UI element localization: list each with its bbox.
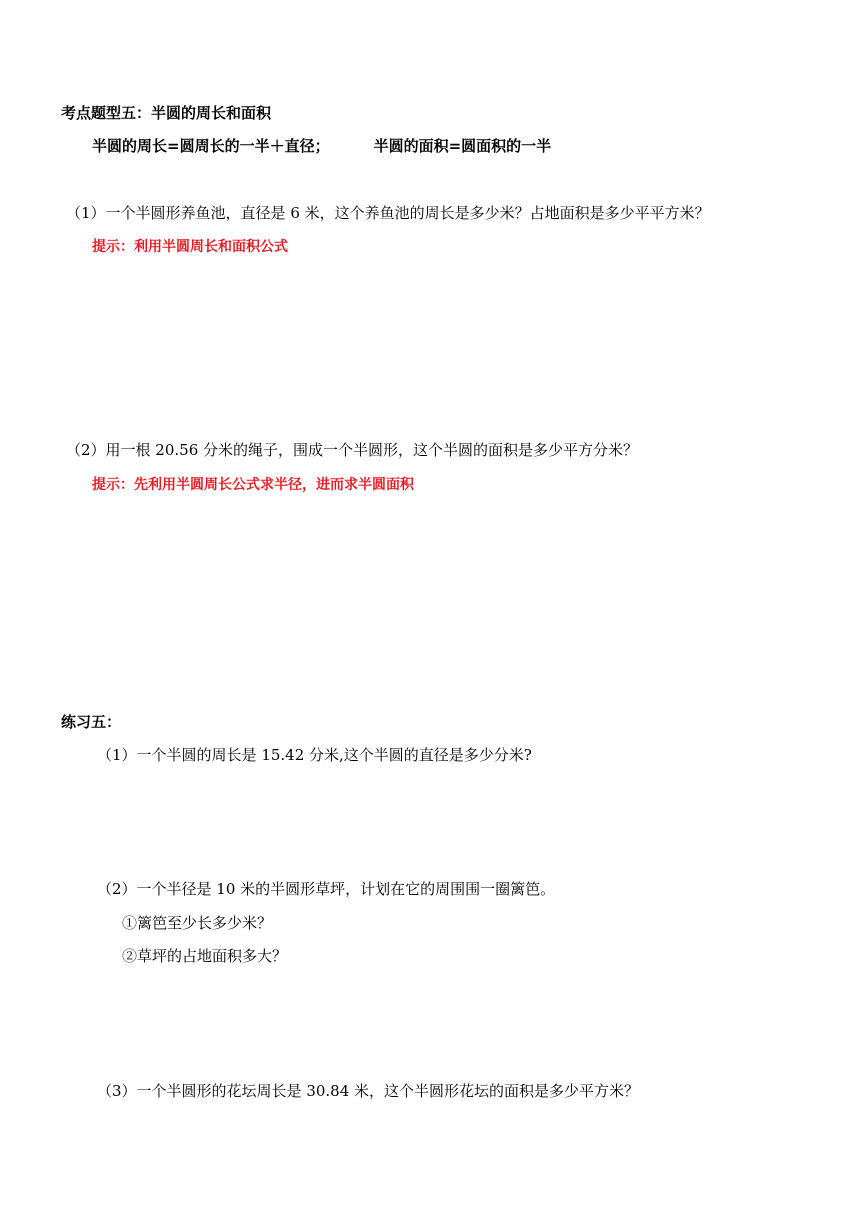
practice-title: 练习五：: [61, 713, 122, 731]
section-title: 考点题型五：半圆的周长和面积: [61, 104, 272, 122]
practice-question-2-sub-2: ②草坪的占地面积多大？: [122, 947, 288, 965]
formula-line: [92, 136, 551, 156]
example-1-question: （1）一个半圆形养鱼池，直径是 6 米，这个养鱼池的周长是多少米？占地面积是多少平平方米？: [66, 204, 710, 222]
practice-question-3: （3）一个半圆形的花坛周长是 30.84 米，这个半圆形花坛的面积是多少平方米？: [97, 1082, 640, 1100]
practice-question-1: （1）一个半圆的周长是 15.42 分米,这个半圆的直径是多少分米?: [97, 746, 532, 764]
example-2-hint: 提示：先利用半圆周长公式求半径，进而求半圆面积: [92, 477, 414, 493]
example-2-question: （2）用一根 20.56 分米的绳子，围成一个半圆形，这个半圆的面积是多少平方分米？: [66, 441, 639, 459]
example-1-hint: 提示：利用半圆周长和面积公式: [92, 239, 288, 255]
formula-area: 半圆的面积=圆面积的一半: [373, 137, 552, 155]
practice-question-2-sub-1: ①篱笆至少长多少米？: [122, 914, 273, 932]
formula-perimeter: 半圆的周长=圆周长的一半＋直径；: [92, 137, 330, 155]
practice-question-2: （2）一个半径是 10 米的半圆形草坪，计划在它的周围围一圈篱笆。: [97, 880, 556, 898]
